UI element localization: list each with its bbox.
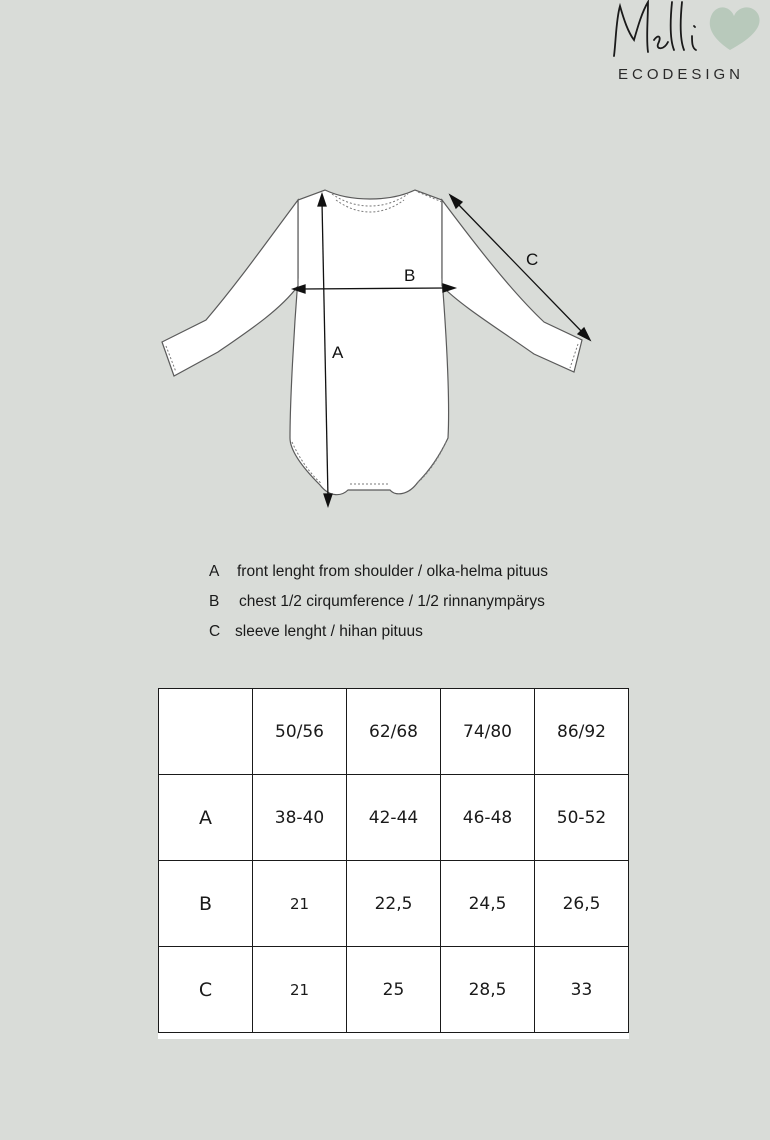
logo-graphic — [600, 0, 770, 70]
legend-key: A — [209, 563, 220, 580]
legend-text: sleeve lenght / hihan pituus — [235, 623, 423, 640]
legend-key: B — [209, 593, 220, 610]
table-cell: 22,5 — [347, 861, 441, 947]
size-table — [158, 688, 629, 1033]
row-label: B — [159, 861, 253, 947]
label-a: A — [332, 343, 344, 362]
brand-logo — [600, 0, 770, 90]
table-cell: 25 — [347, 947, 441, 1033]
table-row — [159, 861, 629, 947]
size-header: 50/56 — [253, 689, 347, 775]
row-label: C — [159, 947, 253, 1033]
legend-text: chest 1/2 cirqumference / 1/2 rinnanympärys — [239, 593, 545, 610]
table-cell: 42-44 — [347, 775, 441, 861]
table-cell: 24,5 — [441, 861, 535, 947]
signature-mark — [614, 2, 696, 56]
table-cell: 38-40 — [253, 775, 347, 861]
table-cell: 21 — [253, 947, 347, 1033]
row-label: A — [159, 775, 253, 861]
legend-item-c — [209, 621, 548, 651]
bodysuit-outline — [162, 190, 582, 495]
legend-item-b — [209, 591, 548, 621]
table-cell: 50-52 — [535, 775, 629, 861]
table-cell: 28,5 — [441, 947, 535, 1033]
table-cell: 21 — [253, 861, 347, 947]
table-cell: 46-48 — [441, 775, 535, 861]
size-header: 62/68 — [347, 689, 441, 775]
table-header-row — [159, 689, 629, 775]
table-cell: 26,5 — [535, 861, 629, 947]
table-cell: 33 — [535, 947, 629, 1033]
size-header: 86/92 — [535, 689, 629, 775]
brand-subtitle: ECODESIGN — [618, 66, 745, 83]
table-corner-cell — [159, 689, 253, 775]
heart-icon — [710, 7, 760, 50]
legend-text: front lenght from shoulder / olka-helma pituus — [237, 563, 549, 580]
measurement-legend — [209, 561, 548, 651]
size-header: 74/80 — [441, 689, 535, 775]
legend-item-a — [209, 561, 548, 591]
table-row — [159, 947, 629, 1033]
table-row — [159, 775, 629, 861]
legend-key: C — [209, 623, 221, 640]
label-c: C — [526, 250, 539, 269]
bodysuit-diagram — [150, 180, 610, 520]
label-b: B — [404, 266, 416, 285]
